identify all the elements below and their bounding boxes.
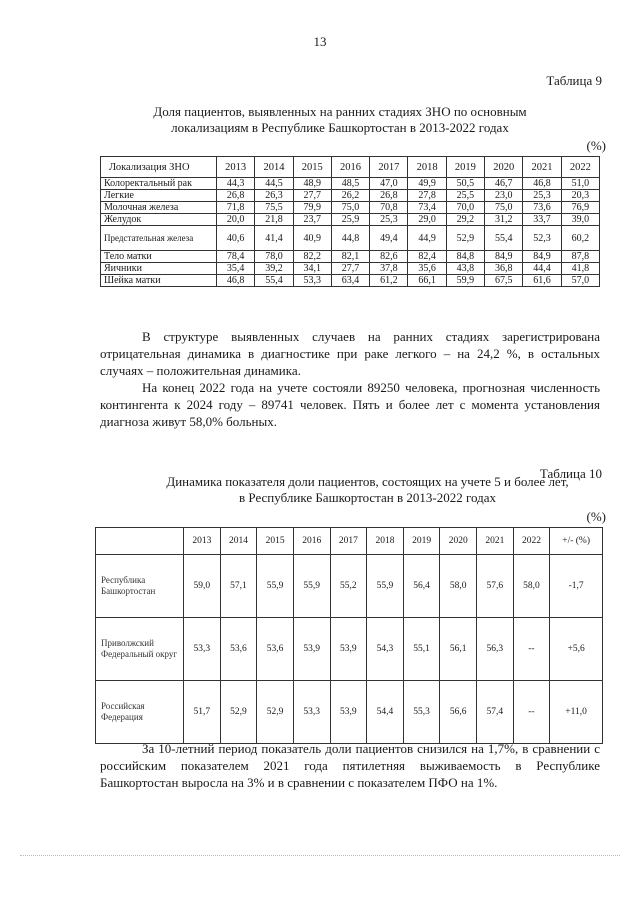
row-label: Молочная железа: [101, 202, 217, 214]
table-cell: 55,2: [330, 555, 367, 618]
table-cell: 26,8: [370, 190, 408, 202]
table-cell: 20,3: [561, 190, 599, 202]
row-label: Приволжский Федеральный округ: [96, 618, 184, 681]
table-cell: --: [513, 618, 550, 681]
table-cell: 25,9: [331, 214, 369, 226]
row-label: Желудок: [101, 214, 217, 226]
table-cell: 55,9: [257, 555, 294, 618]
table-cell: 46,8: [217, 275, 255, 287]
table9-unit: (%): [586, 138, 606, 153]
table-cell: 78,0: [255, 251, 293, 263]
table-cell: 60,2: [561, 226, 599, 251]
table10: [95, 527, 603, 744]
table-cell: 53,6: [257, 618, 294, 681]
table-cell: 53,9: [293, 618, 330, 681]
table-cell: 26,2: [331, 190, 369, 202]
paragraph-2: [100, 379, 600, 430]
table-cell: 21,8: [255, 214, 293, 226]
table-cell: 40,9: [293, 226, 331, 251]
table-cell: 73,4: [408, 202, 446, 214]
table-cell: 84,9: [523, 251, 561, 263]
scan-artifact-line: [20, 855, 620, 857]
header-cell: 2014: [255, 157, 293, 178]
table-cell: 58,0: [513, 555, 550, 618]
table-cell: 59,9: [446, 275, 484, 287]
header-cell: 2019: [446, 157, 484, 178]
table-cell: 79,9: [293, 202, 331, 214]
table-cell: 63,4: [331, 275, 369, 287]
table-cell: 29,2: [446, 214, 484, 226]
row-label: Тело матки: [101, 251, 217, 263]
table-cell: 47,0: [370, 178, 408, 190]
row-label: Шейка матки: [101, 275, 217, 287]
table-cell: 53,3: [184, 618, 221, 681]
table-cell: 51,7: [184, 681, 221, 744]
table-cell: --: [513, 681, 550, 744]
table-cell: 54,4: [367, 681, 404, 744]
header-cell: 2017: [370, 157, 408, 178]
table-cell: 41,4: [255, 226, 293, 251]
header-cell: [96, 528, 184, 555]
table-cell: 55,9: [367, 555, 404, 618]
table-cell: 57,0: [561, 275, 599, 287]
table-cell: 43,8: [446, 263, 484, 275]
header-cell: 2013: [217, 157, 255, 178]
table-cell: 61,6: [523, 275, 561, 287]
table-cell: 53,3: [293, 275, 331, 287]
table-cell: 52,9: [446, 226, 484, 251]
row-label: Предстательная железа: [101, 226, 217, 251]
table-cell: 55,4: [255, 275, 293, 287]
table-cell: 36,8: [485, 263, 523, 275]
table-cell: 56,3: [477, 618, 514, 681]
table-cell: 44,9: [408, 226, 446, 251]
header-cell: 2021: [523, 157, 561, 178]
table-cell: 40,6: [217, 226, 255, 251]
table-cell: 44,4: [523, 263, 561, 275]
table10-label: Таблица 10: [539, 466, 602, 481]
table-cell: 59,0: [184, 555, 221, 618]
table-cell: 82,4: [408, 251, 446, 263]
table-cell: 70,8: [370, 202, 408, 214]
table-cell: 41,8: [561, 263, 599, 275]
table-cell: -1,7: [550, 555, 603, 618]
table-cell: 55,4: [485, 226, 523, 251]
table9-title: [80, 104, 600, 136]
table-cell: 53,3: [293, 681, 330, 744]
table-cell: 75,0: [331, 202, 369, 214]
header-cell: +/- (%): [550, 528, 603, 555]
table-cell: 27,7: [293, 190, 331, 202]
table-cell: 67,5: [485, 275, 523, 287]
table-cell: 58,0: [440, 555, 477, 618]
header-cell: 2019: [403, 528, 440, 555]
header-cell: 2021: [477, 528, 514, 555]
table-row: [101, 251, 600, 263]
table-row: [101, 263, 600, 275]
table-cell: 53,9: [330, 618, 367, 681]
header-cell: 2016: [331, 157, 369, 178]
paragraph-3: [100, 740, 600, 791]
table-cell: 46,7: [485, 178, 523, 190]
table-cell: 48,9: [293, 178, 331, 190]
table10-unit: (%): [586, 509, 606, 524]
table-cell: 82,1: [331, 251, 369, 263]
row-label: Колоректальный рак: [101, 178, 217, 190]
table-row: [101, 226, 600, 251]
header-cell: Локализация ЗНО: [101, 157, 217, 178]
table-cell: 33,7: [523, 214, 561, 226]
row-label: Республика Башкортостан: [96, 555, 184, 618]
table-row: [101, 202, 600, 214]
paragraph-1-text: В структуре выявленных случаев на ранних стадиях зарегистрирована отрицательная динамика в диагностике при раке легкого – на 24,2 %, в остальных случаях – положительная динамика.: [100, 329, 600, 378]
table10-title: [95, 474, 640, 506]
table-cell: 55,1: [403, 618, 440, 681]
table-cell: 51,0: [561, 178, 599, 190]
table-cell: 39,0: [561, 214, 599, 226]
table-cell: 52,9: [257, 681, 294, 744]
row-label: Легкие: [101, 190, 217, 202]
table-cell: 35,4: [217, 263, 255, 275]
table-cell: 26,3: [255, 190, 293, 202]
table-cell: 27,8: [408, 190, 446, 202]
table-cell: 56,4: [403, 555, 440, 618]
table9-label: Таблица 9: [546, 73, 602, 88]
table-cell: 56,1: [440, 618, 477, 681]
table-cell: 78,4: [217, 251, 255, 263]
table-cell: 56,6: [440, 681, 477, 744]
table-cell: 48,5: [331, 178, 369, 190]
header-cell: 2016: [293, 528, 330, 555]
table-cell: 44,5: [255, 178, 293, 190]
paragraph-1: [100, 328, 600, 379]
paragraph-3-text: За 10-летний период показатель доли пациентов снизился на 1,7%, в сравнении с российским показателем 2021 года пятилетняя выживаемость в Республике Башкортостан выросла на 3% и в сравнении с показателем ПФО на 1%.: [100, 741, 600, 790]
table10-header-row: [96, 528, 603, 555]
page-number: 13: [313, 34, 327, 49]
table10-title-line2: в Республике Башкортостан в 2013-2022 годах: [239, 490, 496, 505]
table-cell: 46,8: [523, 178, 561, 190]
table-cell: 52,3: [523, 226, 561, 251]
table-cell: 66,1: [408, 275, 446, 287]
table-cell: 20,0: [217, 214, 255, 226]
table-row: [101, 190, 600, 202]
table-cell: 82,6: [370, 251, 408, 263]
table-cell: 37,8: [370, 263, 408, 275]
table-cell: +5,6: [550, 618, 603, 681]
table-row: [96, 618, 603, 681]
paragraph-2-text: На конец 2022 года на учете состояли 89250 человека, прогнозная численность контингента к 2024 году – 89741 человек. Пять и более лет с момента установления диагноза живут 58,0% больных.: [100, 380, 600, 429]
table-cell: 53,9: [330, 681, 367, 744]
row-label: Российская Федерация: [96, 681, 184, 744]
table-cell: 25,3: [523, 190, 561, 202]
table-cell: 61,2: [370, 275, 408, 287]
table-cell: 57,4: [477, 681, 514, 744]
table-cell: 57,1: [220, 555, 257, 618]
header-cell: 2022: [561, 157, 599, 178]
table-row: [101, 178, 600, 190]
table9-title-line1: Доля пациентов, выявленных на ранних стадиях ЗНО по основным: [153, 104, 527, 119]
table9: [100, 156, 600, 287]
row-label: Яичники: [101, 263, 217, 275]
header-cell: 2018: [408, 157, 446, 178]
header-cell: 2013: [184, 528, 221, 555]
header-cell: 2015: [257, 528, 294, 555]
table-cell: 84,8: [446, 251, 484, 263]
table-cell: 75,0: [485, 202, 523, 214]
table9-header-row: [101, 157, 600, 178]
header-cell: 2015: [293, 157, 331, 178]
table-cell: 54,3: [367, 618, 404, 681]
table-cell: 34,1: [293, 263, 331, 275]
table-cell: 73,6: [523, 202, 561, 214]
table-cell: 71,8: [217, 202, 255, 214]
table-cell: 44,3: [217, 178, 255, 190]
table-cell: 39,2: [255, 263, 293, 275]
table-cell: 55,3: [403, 681, 440, 744]
header-cell: 2022: [513, 528, 550, 555]
table-cell: 27,7: [331, 263, 369, 275]
header-cell: 2017: [330, 528, 367, 555]
table-cell: 29,0: [408, 214, 446, 226]
table-cell: 26,8: [217, 190, 255, 202]
table-cell: 44,8: [331, 226, 369, 251]
table-cell: 57,6: [477, 555, 514, 618]
header-cell: 2020: [440, 528, 477, 555]
table-cell: 87,8: [561, 251, 599, 263]
table-row: [101, 275, 600, 287]
table-cell: 75,5: [255, 202, 293, 214]
table9-title-line2: локализациям в Республике Башкортостан в 2013-2022 годах: [171, 120, 509, 135]
table-cell: +11,0: [550, 681, 603, 744]
table-cell: 84,9: [485, 251, 523, 263]
table-cell: 52,9: [220, 681, 257, 744]
table-cell: 82,2: [293, 251, 331, 263]
table-cell: 49,4: [370, 226, 408, 251]
table-cell: 70,0: [446, 202, 484, 214]
table-cell: 31,2: [485, 214, 523, 226]
table-cell: 23,0: [485, 190, 523, 202]
table-cell: 76,9: [561, 202, 599, 214]
header-cell: 2014: [220, 528, 257, 555]
table-cell: 50,5: [446, 178, 484, 190]
header-cell: 2018: [367, 528, 404, 555]
table-row: [96, 681, 603, 744]
table-cell: 25,5: [446, 190, 484, 202]
table-cell: 55,9: [293, 555, 330, 618]
table-cell: 23,7: [293, 214, 331, 226]
header-cell: 2020: [485, 157, 523, 178]
table-cell: 35,6: [408, 263, 446, 275]
table10-title-line1: Динамика показателя доли пациентов, состоящих на учете 5 и более лет,: [166, 474, 569, 489]
table-cell: 25,3: [370, 214, 408, 226]
table-row: [101, 214, 600, 226]
table-cell: 49,9: [408, 178, 446, 190]
table-cell: 53,6: [220, 618, 257, 681]
table-row: [96, 555, 603, 618]
